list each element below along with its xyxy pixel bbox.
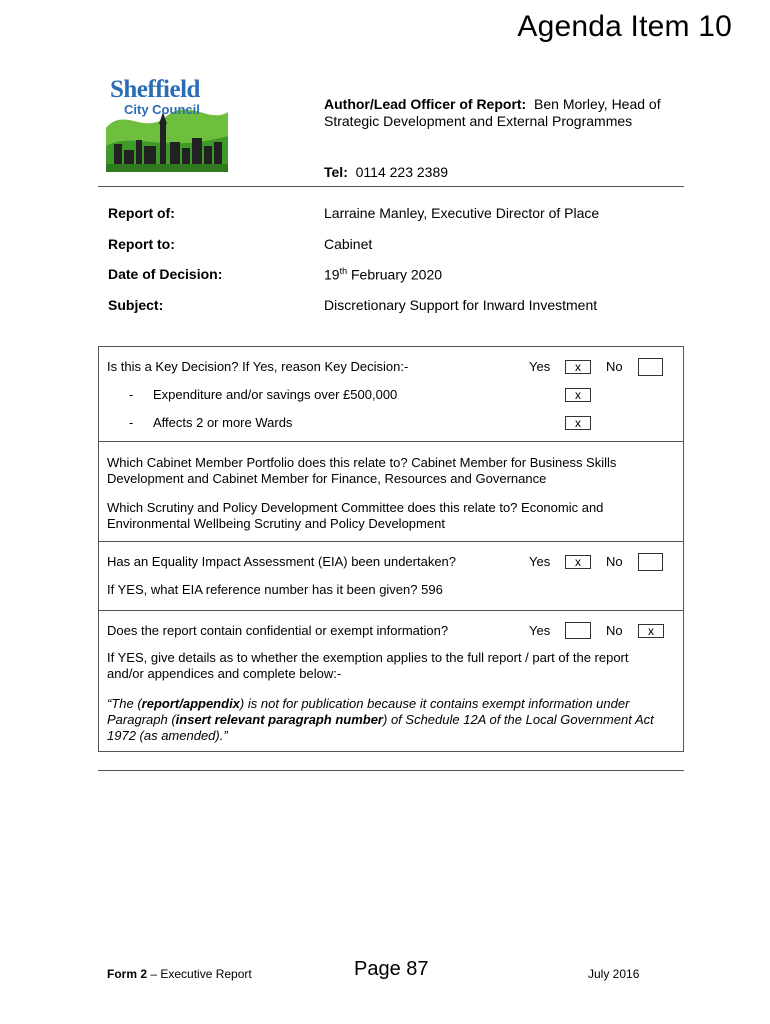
subject-label: Subject:: [108, 297, 164, 313]
section-divider: [99, 441, 683, 442]
reason-wards-checkbox[interactable]: x: [565, 416, 591, 430]
confidential-question: Does the report contain confidential or exempt information?: [107, 623, 449, 638]
section-divider: [99, 610, 683, 611]
telephone: [324, 164, 448, 180]
form-date: July 2016: [588, 967, 640, 981]
decision-table: [98, 346, 684, 752]
page-number: Page 87: [354, 958, 429, 980]
key-decision-no-checkbox[interactable]: [638, 358, 663, 376]
tel-label: Tel:: [324, 164, 348, 180]
eia-yes-checkbox[interactable]: x: [565, 555, 591, 569]
agenda-item-title: Agenda Item 10: [517, 10, 732, 43]
portfolio-question: Which Cabinet Member Portfolio does this relate to? Cabinet Member for Business Skills Development and Cabinet Member for Finance, Resources and Governance: [107, 455, 617, 486]
confidential-no-label: No: [606, 623, 623, 638]
confidential-yes-checkbox[interactable]: [565, 622, 591, 639]
key-decision-yes-checkbox[interactable]: x: [565, 360, 591, 374]
eia-no-checkbox[interactable]: [638, 553, 663, 571]
key-decision-question: Is this a Key Decision? If Yes, reason Key Decision:-: [107, 359, 409, 374]
section-divider: [99, 541, 683, 542]
reason-dash: -: [129, 387, 134, 402]
confidential-yes-label: Yes: [529, 623, 551, 638]
report-to-label: Report to:: [108, 236, 175, 252]
eia-yes-label: Yes: [529, 554, 551, 569]
scrutiny-question: Which Scrutiny and Policy Development Committee does this relate to? Economic and Environmental Wellbeing Scrutiny and Policy Development: [107, 500, 604, 531]
header-divider: [98, 186, 684, 187]
author-block: [324, 96, 664, 130]
exemption-quote: “The (report/appendix) is not for publication because it contains exempt information under Paragraph (insert relevant paragraph number) of Schedule 12A of the Local Government Act 1972 (as amended).”: [107, 696, 654, 743]
logo-subtitle: City Council: [124, 102, 200, 117]
eia-question: Has an Equality Impact Assessment (EIA) been undertaken?: [107, 554, 457, 569]
report-of-value: Larraine Manley, Executive Director of Place: [324, 205, 600, 221]
reason-expenditure: Expenditure and/or savings over £500,000: [153, 387, 398, 402]
reason-wards: Affects 2 or more Wards: [153, 415, 293, 430]
eia-no-label: No: [606, 554, 623, 569]
subject-value: Discretionary Support for Inward Investment: [324, 297, 598, 313]
reason-expenditure-checkbox[interactable]: x: [565, 388, 591, 402]
eia-reference: If YES, what EIA reference number has it been given? 596: [107, 582, 443, 597]
author-label: Author/Lead Officer of Report:: [324, 96, 527, 112]
key-decision-yes-label: Yes: [529, 359, 551, 374]
key-decision-no-label: No: [606, 359, 623, 374]
tel-value: 0114 223 2389: [355, 164, 449, 180]
date-of-decision-value: 19th February 2020: [324, 266, 443, 283]
report-to-value: Cabinet: [324, 236, 373, 252]
reason-dash: -: [129, 415, 134, 430]
report-of-label: Report of:: [108, 205, 175, 221]
date-of-decision-label: Date of Decision:: [108, 266, 223, 282]
author-value: Ben Morley, Head of Strategic Development and External Programmes: [324, 96, 661, 129]
logo-wordmark: Sheffield: [110, 76, 200, 103]
confidential-details: If YES, give details as to whether the exemption applies to the full report / part of the report and/or appendices and complete below:-: [107, 650, 629, 681]
confidential-no-checkbox[interactable]: x: [638, 624, 664, 638]
footer-divider: [98, 770, 684, 771]
form-reference: Form 2 – Executive Report: [107, 967, 252, 981]
